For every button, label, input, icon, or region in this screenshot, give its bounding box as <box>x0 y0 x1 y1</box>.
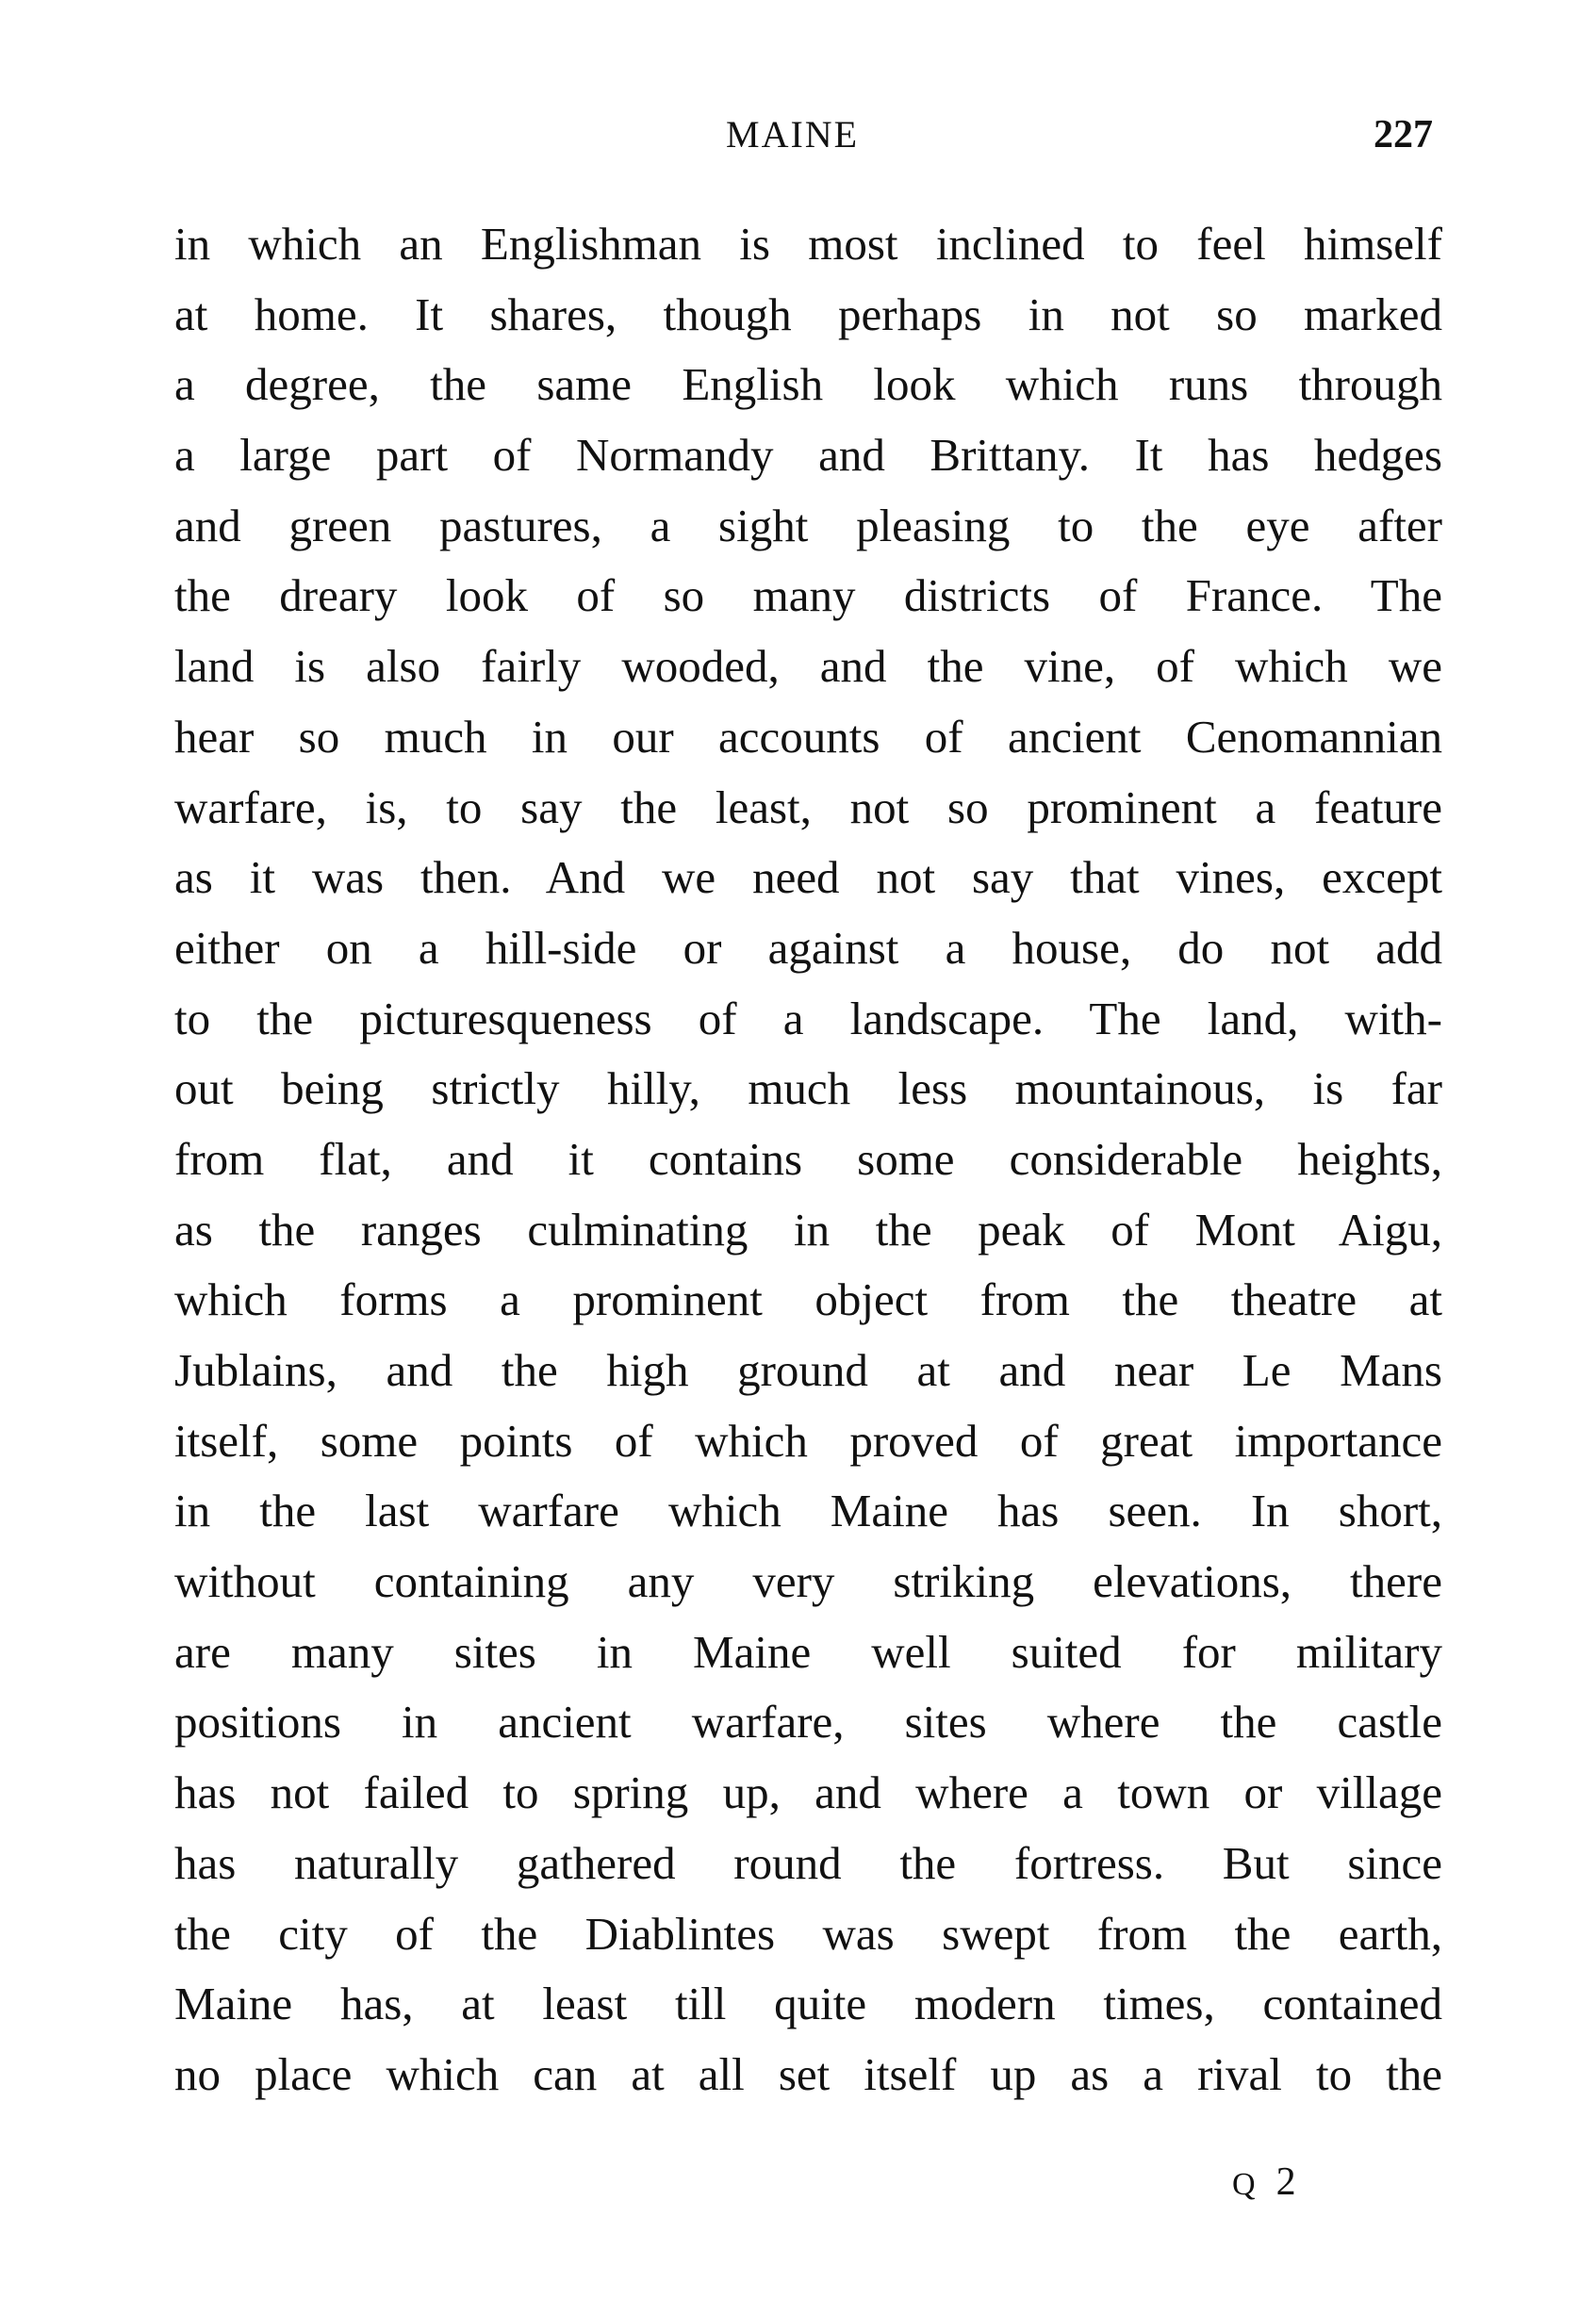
page-number: 227 <box>1374 113 1433 156</box>
text-line: as it was then. And we need not say that vines, except <box>174 851 1442 904</box>
text-line: a degree, the same English look which runs through <box>174 358 1442 411</box>
text-line: land is also fairly wooded, and the vine, of which we <box>174 640 1442 693</box>
text-line: from flat, and it contains some considerable heights, <box>174 1132 1442 1185</box>
text-line: hear so much in our accounts of ancient Cenomannian <box>174 710 1442 763</box>
text-line: in the last warfare which Maine has seen. In short, <box>174 1485 1442 1537</box>
text-line: out being strictly hilly, much less mountainous, is far <box>174 1062 1442 1115</box>
printer-signature-mark <box>1193 2097 1296 2270</box>
text-line: positions in ancient warfare, sites where the castle <box>174 1696 1442 1749</box>
text-line: Maine has, at least till quite modern times, contained <box>174 1978 1442 2030</box>
text-line: has naturally gathered round the fortress. But since <box>174 1836 1442 1889</box>
running-title: MAINE <box>726 113 860 156</box>
text-line: in which an Englishman is most inclined to feel himself <box>174 218 1442 270</box>
signature-letter: Q <box>1232 2167 1256 2202</box>
text-line: either on a hill-side or against a house, do not add <box>174 921 1442 974</box>
text-line: without containing any very striking elevations, there <box>174 1555 1442 1608</box>
signature-number: 2 <box>1275 2160 1296 2204</box>
text-line: and green pastures, a sight pleasing to the eye after <box>174 499 1442 551</box>
text-line: itself, some points of which proved of great importance <box>174 1414 1442 1467</box>
text-line: has not failed to spring up, and where a town or village <box>174 1766 1442 1819</box>
text-line: to the picturesqueness of a landscape. The land, with- <box>174 992 1442 1044</box>
text-line: warfare, is, to say the least, not so prominent a feature <box>174 780 1442 833</box>
text-line: the dreary look of so many districts of France. The <box>174 569 1442 622</box>
text-line: at home. It shares, though perhaps in not so marked <box>174 287 1442 340</box>
text-line: Jublains, and the high ground at and near Le Mans <box>174 1344 1442 1396</box>
text-line: a large part of Normandy and Brittany. It has hedges <box>174 429 1442 482</box>
text-line: which forms a prominent object from the theatre at <box>174 1273 1442 1326</box>
running-head <box>174 111 1442 158</box>
body-text <box>174 209 1442 2110</box>
text-line: as the ranges culminating in the peak of Mont Aigu, <box>174 1203 1442 1256</box>
text-line: no place which can at all set itself up as a rival to the <box>174 2047 1442 2100</box>
text-line: the city of the Diablintes was swept from the earth, <box>174 1907 1442 1960</box>
text-line: are many sites in Maine well suited for military <box>174 1625 1442 1678</box>
